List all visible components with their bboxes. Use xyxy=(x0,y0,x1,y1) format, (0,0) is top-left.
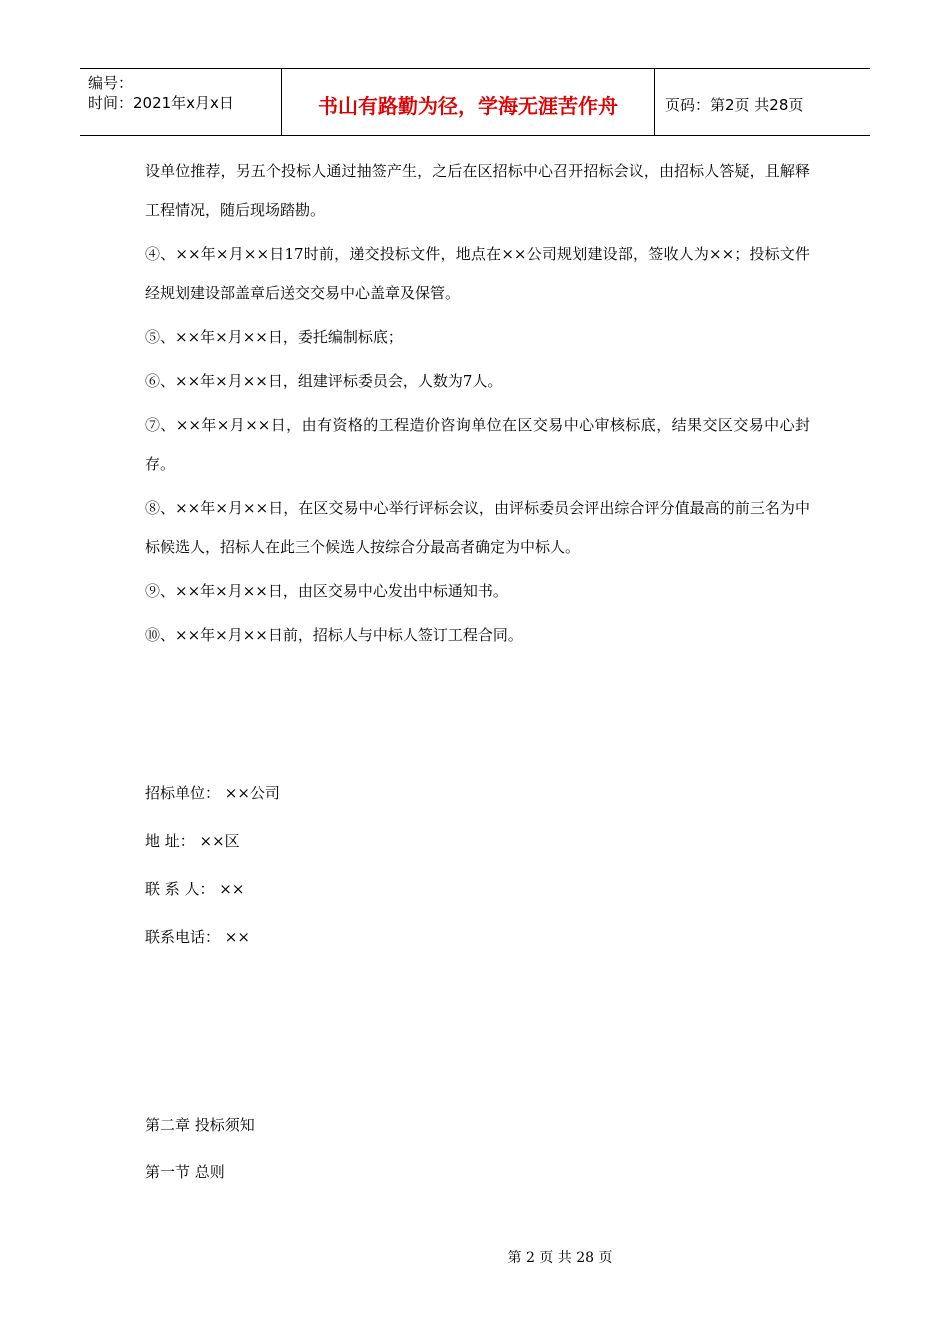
contact-phone: 联系电话： ×× xyxy=(145,928,250,946)
paragraph: ⑧、××年×月××日，在区交易中心举行评标会议，由评标委员会评出综合评分值最高的前三名为中标候选人，招标人在此三个候选人按综合分最高者确定为中标人。 xyxy=(145,499,810,556)
section-heading: 第一节 总则 xyxy=(145,1163,225,1181)
paragraph: ⑥、××年×月××日，组建评标委员会，人数为7人。 xyxy=(145,372,503,390)
paragraph: ⑨、××年×月××日，由区交易中心发出中标通知书。 xyxy=(145,582,508,600)
paragraph: ⑦、××年×月××日，由有资格的工程造价咨询单位在区交易中心审核标底，结果交区交易中心封存。 xyxy=(145,416,810,473)
paragraph: ⑩、××年×月××日前，招标人与中标人签订工程合同。 xyxy=(145,626,523,644)
contact-person: 联 系 人： ×× xyxy=(145,880,245,898)
header-meta xyxy=(80,69,282,135)
page-header xyxy=(80,68,870,136)
body-content xyxy=(145,152,810,660)
paragraph: ④、××年×月××日17时前，递交投标文件，地点在××公司规划建设部，签收人为××；投标文件经规划建设部盖章后送交交易中心盖章及保管。 xyxy=(145,245,810,302)
chapter-heading: 第二章 投标须知 xyxy=(145,1116,255,1134)
doc-number-label: 编号： xyxy=(88,74,134,92)
header-page-info: 页码：第2页 共28页 xyxy=(665,95,804,114)
page-footer: 第 2 页 共 28 页 xyxy=(507,1250,613,1266)
contact-unit: 招标单位： ××公司 xyxy=(145,784,280,802)
doc-time-label: 时间：2021年x月x日 xyxy=(88,94,234,112)
header-motto: 书山有路勤为径，学海无涯苦作舟 xyxy=(282,69,655,135)
paragraph: ⑤、××年×月××日，委托编制标底； xyxy=(145,328,403,346)
contact-address: 地 址： ××区 xyxy=(145,832,240,850)
paragraph: 设单位推荐，另五个投标人通过抽签产生，之后在区招标中心召开招标会议，由招标人答疑，且解释工程情况，随后现场踏勘。 xyxy=(145,162,810,219)
